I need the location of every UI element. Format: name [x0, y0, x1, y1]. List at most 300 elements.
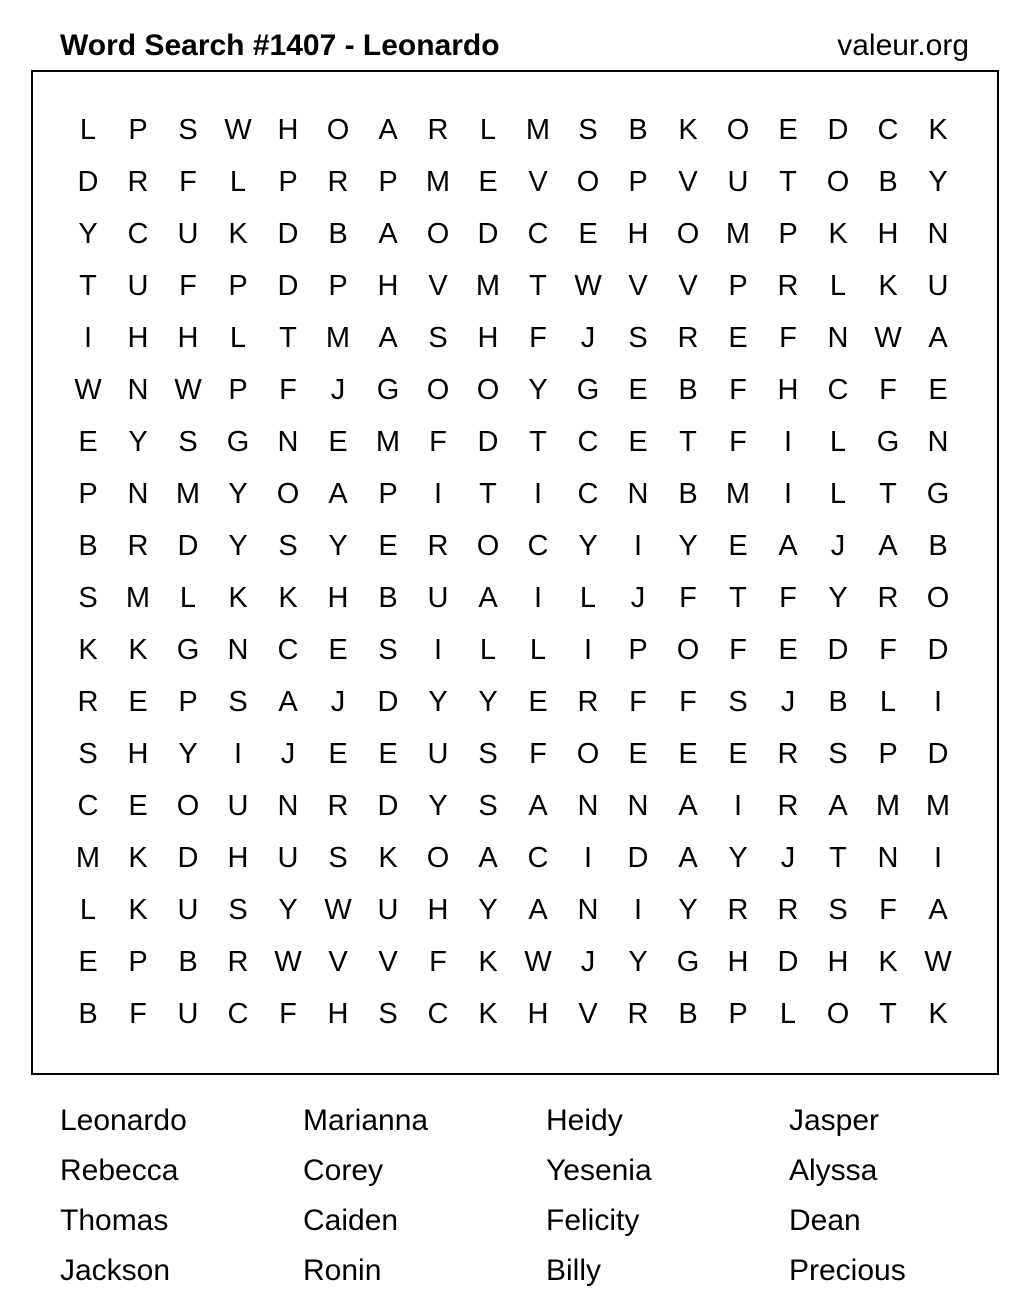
grid-cell: D — [77, 166, 99, 198]
grid-cell: F — [779, 322, 797, 354]
grid-cell: H — [227, 842, 249, 874]
grid-cell: E — [628, 426, 648, 458]
grid-cell: W — [924, 946, 952, 978]
grid-cell: E — [678, 738, 698, 770]
grid-cell: H — [527, 998, 549, 1030]
grid-cell: J — [580, 322, 596, 354]
grid-cell: D — [477, 426, 499, 458]
word-list-item: Heidy — [546, 1104, 623, 1137]
grid-cell: A — [328, 478, 348, 510]
grid-cell: U — [427, 582, 449, 614]
grid-cell: F — [629, 686, 647, 718]
grid-cell: E — [128, 686, 148, 718]
grid-cell: F — [279, 374, 297, 406]
grid-cell: P — [228, 270, 248, 302]
grid-cell: L — [229, 322, 247, 354]
grid-cell: Y — [228, 478, 248, 510]
grid-cell: I — [783, 478, 793, 510]
grid-cell: T — [79, 270, 97, 302]
grid-cell: C — [77, 790, 99, 822]
grid-cell: U — [727, 166, 749, 198]
grid-cell: L — [229, 166, 247, 198]
grid-cell: K — [928, 114, 948, 146]
grid-cell: D — [177, 530, 199, 562]
grid-cell: N — [277, 790, 299, 822]
grid-cell: Y — [178, 738, 198, 770]
grid-cell: A — [478, 842, 498, 874]
grid-cell: U — [127, 270, 149, 302]
grid-cell: W — [524, 946, 552, 978]
grid-cell: A — [928, 894, 948, 926]
grid-cell: E — [628, 374, 648, 406]
grid-cell: E — [778, 114, 798, 146]
word-list-item: Caiden — [303, 1204, 399, 1237]
grid-cell: F — [179, 166, 197, 198]
grid-cell: A — [828, 790, 848, 822]
grid-cell: F — [729, 426, 747, 458]
grid-cell: O — [426, 842, 450, 874]
grid-cell: T — [879, 478, 897, 510]
grid-cell: C — [877, 114, 899, 146]
grid-cell: O — [276, 478, 300, 510]
grid-cell: O — [576, 738, 600, 770]
grid-cell: H — [877, 218, 899, 250]
grid-cell: N — [227, 634, 249, 666]
grid-cell: A — [928, 322, 948, 354]
grid-cell: F — [729, 634, 747, 666]
word-list-item: Precious — [789, 1254, 906, 1287]
grid-cell: R — [427, 530, 449, 562]
grid-cell: N — [277, 426, 299, 458]
grid-cell: D — [377, 790, 399, 822]
grid-cell: R — [127, 530, 149, 562]
grid-cell: U — [227, 790, 249, 822]
grid-cell: S — [728, 686, 748, 718]
grid-cell: J — [330, 686, 346, 718]
grid-cell: B — [828, 686, 848, 718]
grid-cell: O — [826, 998, 850, 1030]
grid-cell: C — [527, 842, 549, 874]
grid-cell: U — [177, 998, 199, 1030]
grid-cell: M — [75, 842, 101, 874]
grid-cell: P — [128, 114, 148, 146]
grid-cell: N — [927, 426, 949, 458]
grid-cell: F — [679, 582, 697, 614]
grid-cell: I — [733, 790, 743, 822]
grid-cell: R — [677, 322, 699, 354]
grid-cell: G — [876, 426, 900, 458]
grid-cell: E — [628, 738, 648, 770]
grid-cell: K — [128, 842, 148, 874]
grid-cell: Y — [578, 530, 598, 562]
grid-cell: F — [179, 270, 197, 302]
word-list-item: Jasper — [789, 1104, 880, 1137]
grid-cell: R — [427, 114, 449, 146]
grid-row — [63, 676, 963, 728]
grid-cell: H — [627, 218, 649, 250]
grid-cell: W — [174, 374, 202, 406]
grid-cell: L — [779, 998, 797, 1030]
grid-cell: T — [529, 270, 547, 302]
grid-cell: N — [127, 374, 149, 406]
grid-cell: L — [79, 894, 97, 926]
grid-cell: U — [927, 270, 949, 302]
grid-cell: L — [479, 114, 497, 146]
grid-cell: P — [128, 946, 148, 978]
grid-cell: Y — [128, 426, 148, 458]
grid-cell: S — [378, 998, 398, 1030]
grid-cell: D — [927, 634, 949, 666]
grid-cell: M — [725, 478, 751, 510]
grid-cell: F — [779, 582, 797, 614]
grid-cell: I — [233, 738, 243, 770]
grid-cell: P — [628, 634, 648, 666]
grid-row — [63, 312, 963, 364]
grid-cell: I — [433, 478, 443, 510]
grid-cell: E — [328, 426, 348, 458]
grid-cell: D — [177, 842, 199, 874]
grid-cell: B — [928, 530, 948, 562]
grid-cell: Y — [828, 582, 848, 614]
grid-cell: I — [433, 634, 443, 666]
letter-grid — [63, 104, 963, 1040]
grid-cell: R — [877, 582, 899, 614]
grid-cell: K — [78, 634, 98, 666]
grid-cell: A — [678, 842, 698, 874]
grid-cell: P — [378, 478, 398, 510]
grid-cell: P — [278, 166, 298, 198]
grid-cell: Y — [478, 894, 498, 926]
grid-cell: B — [678, 374, 698, 406]
grid-cell: Y — [628, 946, 648, 978]
grid-cell: J — [580, 946, 596, 978]
grid-cell: I — [933, 842, 943, 874]
grid-cell: P — [628, 166, 648, 198]
grid-cell: A — [528, 894, 548, 926]
grid-cell: F — [279, 998, 297, 1030]
grid-cell: C — [127, 218, 149, 250]
grid-cell: F — [529, 322, 547, 354]
grid-cell: S — [428, 322, 448, 354]
grid-cell: F — [129, 998, 147, 1030]
grid-cell: R — [227, 946, 249, 978]
word-list-item: Ronin — [303, 1254, 382, 1287]
grid-cell: W — [574, 270, 602, 302]
grid-cell: S — [278, 530, 298, 562]
grid-cell: B — [78, 530, 98, 562]
grid-cell: H — [327, 998, 349, 1030]
grid-row — [63, 156, 963, 208]
grid-cell: I — [633, 530, 643, 562]
word-list-item: Dean — [789, 1204, 861, 1237]
grid-cell: D — [827, 634, 849, 666]
grid-cell: A — [378, 218, 398, 250]
grid-cell: S — [78, 582, 98, 614]
grid-cell: L — [879, 686, 897, 718]
grid-cell: R — [727, 894, 749, 926]
grid-cell: D — [277, 270, 299, 302]
grid-cell: S — [178, 426, 198, 458]
grid-cell: H — [727, 946, 749, 978]
grid-cell: J — [780, 686, 796, 718]
grid-cell: O — [476, 530, 500, 562]
word-list-item: Alyssa — [789, 1154, 878, 1187]
grid-cell: I — [533, 478, 543, 510]
grid-cell: K — [878, 270, 898, 302]
word-list-item: Marianna — [303, 1104, 429, 1137]
grid-cell: F — [729, 374, 747, 406]
grid-cell: B — [878, 166, 898, 198]
grid-cell: Y — [278, 894, 298, 926]
grid-cell: T — [879, 998, 897, 1030]
grid-cell: V — [578, 998, 598, 1030]
grid-cell: L — [829, 270, 847, 302]
grid-cell: K — [478, 998, 498, 1030]
grid-cell: J — [830, 530, 846, 562]
grid-cell: I — [583, 634, 593, 666]
grid-row — [63, 624, 963, 676]
word-list-item: Billy — [546, 1254, 602, 1287]
grid-cell: T — [679, 426, 697, 458]
grid-cell: E — [728, 530, 748, 562]
grid-cell: B — [628, 114, 648, 146]
grid-cell: A — [278, 686, 298, 718]
grid-cell: U — [177, 894, 199, 926]
grid-row — [63, 936, 963, 988]
grid-row — [63, 988, 963, 1040]
grid-cell: N — [877, 842, 899, 874]
grid-cell: M — [875, 790, 901, 822]
grid-cell: I — [533, 582, 543, 614]
grid-cell: Y — [428, 790, 448, 822]
grid-cell: E — [928, 374, 948, 406]
grid-cell: P — [878, 738, 898, 770]
grid-cell: C — [577, 426, 599, 458]
grid-cell: K — [278, 582, 298, 614]
grid-cell: Y — [678, 530, 698, 562]
word-list-item: Rebecca — [60, 1154, 179, 1187]
grid-cell: V — [678, 166, 698, 198]
grid-cell: D — [477, 218, 499, 250]
grid-cell: N — [127, 478, 149, 510]
grid-cell: O — [676, 634, 700, 666]
grid-cell: C — [427, 998, 449, 1030]
word-list-item: Thomas — [60, 1204, 169, 1237]
grid-cell: W — [274, 946, 302, 978]
grid-cell: Y — [78, 218, 98, 250]
grid-cell: R — [327, 166, 349, 198]
grid-cell: V — [328, 946, 348, 978]
grid-cell: T — [279, 322, 297, 354]
grid-cell: D — [277, 218, 299, 250]
grid-cell: U — [277, 842, 299, 874]
grid-cell: K — [228, 218, 248, 250]
grid-cell: R — [777, 738, 799, 770]
grid-cell: T — [829, 842, 847, 874]
grid-cell: A — [778, 530, 798, 562]
grid-cell: H — [327, 582, 349, 614]
grid-row — [63, 260, 963, 312]
grid-cell: H — [277, 114, 299, 146]
grid-cell: Y — [728, 842, 748, 874]
grid-cell: H — [477, 322, 499, 354]
grid-cell: L — [529, 634, 547, 666]
grid-cell: R — [327, 790, 349, 822]
grid-cell: P — [178, 686, 198, 718]
grid-cell: E — [78, 426, 98, 458]
grid-cell: V — [428, 270, 448, 302]
grid-cell: R — [127, 166, 149, 198]
grid-cell: W — [874, 322, 902, 354]
grid-cell: B — [178, 946, 198, 978]
grid-cell: Y — [928, 166, 948, 198]
grid-cell: A — [378, 114, 398, 146]
grid-cell: R — [77, 686, 99, 718]
grid-cell: T — [529, 426, 547, 458]
site-name: valeur.org — [837, 29, 969, 62]
grid-cell: S — [378, 634, 398, 666]
grid-cell: L — [179, 582, 197, 614]
grid-cell: O — [726, 114, 750, 146]
grid-cell: U — [427, 738, 449, 770]
grid-cell: T — [779, 166, 797, 198]
grid-cell: D — [627, 842, 649, 874]
grid-cell: J — [280, 738, 296, 770]
grid-cell: Y — [528, 374, 548, 406]
grid-cell: I — [633, 894, 643, 926]
grid-cell: A — [878, 530, 898, 562]
grid-cell: D — [827, 114, 849, 146]
grid-cell: S — [478, 738, 498, 770]
word-list-item: Corey — [303, 1154, 384, 1187]
grid-cell: P — [228, 374, 248, 406]
grid-cell: I — [583, 842, 593, 874]
grid-cell: M — [175, 478, 201, 510]
grid-cell: W — [74, 374, 102, 406]
grid-cell: K — [228, 582, 248, 614]
grid-cell: O — [476, 374, 500, 406]
grid-cell: S — [828, 894, 848, 926]
grid-cell: U — [377, 894, 399, 926]
grid-cell: J — [780, 842, 796, 874]
word-list — [60, 1096, 1030, 1296]
grid-cell: V — [678, 270, 698, 302]
grid-cell: K — [928, 998, 948, 1030]
grid-cell: S — [228, 894, 248, 926]
grid-cell: H — [127, 322, 149, 354]
grid-cell: F — [879, 374, 897, 406]
grid-cell: O — [176, 790, 200, 822]
grid-cell: E — [328, 634, 348, 666]
grid-cell: R — [577, 686, 599, 718]
grid-cell: J — [330, 374, 346, 406]
grid-cell: Y — [478, 686, 498, 718]
grid-cell: D — [927, 738, 949, 770]
grid-cell: C — [227, 998, 249, 1030]
grid-cell: K — [878, 946, 898, 978]
grid-cell: A — [528, 790, 548, 822]
grid-cell: G — [576, 374, 600, 406]
grid-cell: Y — [228, 530, 248, 562]
grid-cell: H — [827, 946, 849, 978]
grid-cell: A — [378, 322, 398, 354]
grid-cell: M — [725, 218, 751, 250]
grid-cell: P — [78, 478, 98, 510]
grid-row — [63, 416, 963, 468]
grid-cell: L — [79, 114, 97, 146]
grid-cell: G — [226, 426, 250, 458]
grid-row — [63, 364, 963, 416]
grid-row — [63, 520, 963, 572]
grid-cell: P — [378, 166, 398, 198]
grid-cell: N — [577, 790, 599, 822]
grid-cell: T — [479, 478, 497, 510]
grid-cell: F — [679, 686, 697, 718]
grid-cell: S — [178, 114, 198, 146]
grid-row — [63, 572, 963, 624]
grid-cell: E — [528, 686, 548, 718]
grid-cell: B — [678, 478, 698, 510]
grid-cell: M — [925, 790, 951, 822]
grid-cell: Y — [328, 530, 348, 562]
grid-cell: S — [578, 114, 598, 146]
grid-cell: I — [83, 322, 93, 354]
grid-cell: F — [529, 738, 547, 770]
grid-row — [63, 104, 963, 156]
grid-cell: E — [728, 322, 748, 354]
grid-cell: V — [628, 270, 648, 302]
grid-cell: T — [729, 582, 747, 614]
grid-cell: M — [375, 426, 401, 458]
grid-row — [63, 884, 963, 936]
grid-cell: I — [783, 426, 793, 458]
grid-cell: O — [676, 218, 700, 250]
word-list-item: Leonardo — [60, 1104, 187, 1137]
grid-cell: O — [426, 218, 450, 250]
grid-cell: Y — [428, 686, 448, 718]
grid-cell: R — [777, 270, 799, 302]
grid-cell: L — [829, 426, 847, 458]
grid-cell: H — [177, 322, 199, 354]
puzzle-title: Word Search #1407 - Leonardo — [60, 29, 500, 62]
grid-cell: P — [328, 270, 348, 302]
grid-cell: M — [425, 166, 451, 198]
grid-cell: K — [378, 842, 398, 874]
grid-row — [63, 832, 963, 884]
grid-cell: C — [827, 374, 849, 406]
grid-cell: O — [826, 166, 850, 198]
grid-cell: C — [527, 530, 549, 562]
grid-cell: E — [778, 634, 798, 666]
grid-cell: E — [78, 946, 98, 978]
grid-cell: M — [325, 322, 351, 354]
grid-cell: K — [128, 894, 148, 926]
word-list-item: Yesenia — [546, 1154, 652, 1187]
grid-cell: N — [927, 218, 949, 250]
grid-cell: G — [176, 634, 200, 666]
grid-cell: J — [630, 582, 646, 614]
grid-cell: P — [728, 270, 748, 302]
grid-cell: S — [628, 322, 648, 354]
grid-cell: U — [177, 218, 199, 250]
grid-cell: G — [676, 946, 700, 978]
grid-cell: O — [426, 374, 450, 406]
grid-cell: P — [778, 218, 798, 250]
grid-cell: F — [429, 426, 447, 458]
word-list-item: Jackson — [60, 1254, 171, 1287]
grid-cell: A — [478, 582, 498, 614]
grid-cell: S — [478, 790, 498, 822]
